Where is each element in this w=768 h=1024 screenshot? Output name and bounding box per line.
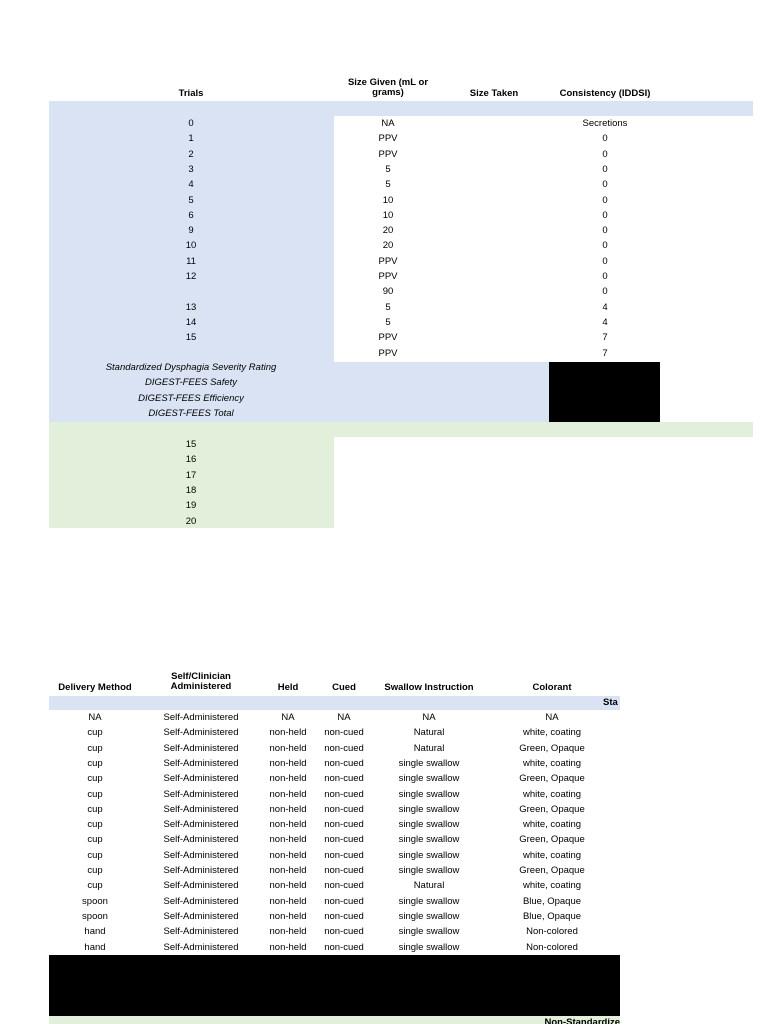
header-cued: Cued	[332, 682, 356, 693]
held-cell: non-held	[269, 727, 307, 739]
held-cell: non-held	[269, 742, 307, 754]
size-given-cell: PPV	[378, 133, 398, 145]
cued-cell: NA	[337, 712, 351, 723]
consistency-cell: 4	[602, 301, 608, 313]
table-row	[0, 832, 768, 847]
instruction-cell: single swallow	[398, 849, 460, 861]
trial-cell: 14	[185, 316, 197, 328]
administered-cell: Self-Administered	[163, 803, 239, 815]
table-row	[0, 131, 768, 146]
rating-label: DIGEST-FEES Efficiency	[138, 392, 244, 404]
delivery-cell: cup	[87, 742, 103, 754]
delivery-cell: cup	[87, 865, 103, 876]
instruction-cell: single swallow	[398, 941, 460, 953]
cued-cell: non-cued	[324, 819, 364, 831]
administered-cell: Self-Administered	[163, 788, 239, 800]
table-row	[0, 254, 768, 269]
extra-trial-cell: 16	[185, 454, 197, 466]
colorant-cell: Blue, Opaque	[522, 910, 582, 922]
delivery-cell: cup	[87, 757, 103, 769]
colorant-cell: white, coating	[522, 727, 582, 739]
extra-trial-cell: 17	[185, 469, 197, 481]
table-row	[0, 817, 768, 832]
consistency-cell: 0	[602, 133, 608, 145]
instruction-cell: single swallow	[398, 757, 460, 769]
header-swallow-instruction: Swallow Instruction	[384, 682, 474, 693]
colorant-cell: white, coating	[522, 757, 582, 769]
instruction-cell: single swallow	[398, 788, 460, 800]
held-cell: non-held	[269, 834, 307, 846]
table-row	[0, 330, 768, 345]
table-row	[0, 177, 768, 192]
size-given-cell: 10	[382, 194, 394, 206]
cued-cell: non-cued	[324, 803, 364, 815]
cued-cell: non-cued	[324, 757, 364, 769]
trial-cell: 3	[188, 163, 194, 175]
table-row	[0, 756, 768, 771]
administered-cell: Self-Administered	[163, 865, 239, 876]
delivery-cell: cup	[87, 849, 103, 861]
table-row	[0, 238, 768, 253]
size-given-cell: 5	[385, 163, 391, 175]
administered-cell: Self-Administered	[163, 910, 239, 922]
instruction-cell: single swallow	[398, 865, 460, 876]
delivery-cell: cup	[87, 788, 103, 800]
trial-cell: 9	[188, 225, 194, 237]
extra-trial-cell: 15	[185, 439, 197, 450]
administered-cell: Self-Administered	[163, 773, 239, 785]
delivery-cell: cup	[87, 819, 103, 831]
colorant-cell: Green, Opaque	[519, 865, 585, 876]
colorant-cell: Green, Opaque	[519, 803, 585, 815]
cued-cell: non-cued	[324, 865, 364, 876]
cued-cell: non-cued	[324, 742, 364, 754]
held-cell: non-held	[269, 788, 307, 800]
trial-cell: 10	[185, 240, 197, 252]
colorant-cell: white, coating	[522, 880, 582, 892]
held-cell: non-held	[269, 910, 307, 922]
trial-cell: 5	[188, 194, 194, 206]
table-row	[0, 878, 768, 893]
trial-cell: 6	[188, 209, 194, 221]
size-given-cell: 20	[382, 225, 394, 237]
consistency-cell: 0	[602, 271, 608, 282]
header-colorant: Colorant	[532, 682, 572, 693]
trial-cell: 11	[186, 255, 196, 267]
instruction-cell: Natural	[413, 880, 445, 892]
ratings-bg	[334, 361, 549, 422]
table-row	[0, 346, 768, 361]
colorant-cell: NA	[545, 712, 559, 723]
administered-cell: Self-Administered	[163, 712, 239, 723]
instruction-cell: NA	[422, 712, 436, 723]
cued-cell: non-cued	[324, 880, 364, 892]
colorant-cell: white, coating	[522, 849, 582, 861]
held-cell: non-held	[269, 757, 307, 769]
consistency-cell: 0	[602, 255, 608, 267]
held-cell: non-held	[269, 773, 307, 785]
table-row	[0, 924, 768, 939]
instruction-cell: single swallow	[398, 834, 460, 846]
rating-label: Standardized Dysphagia Severity Rating	[105, 362, 277, 373]
cued-cell: non-cued	[324, 788, 364, 800]
table-row	[0, 300, 768, 315]
consistency-cell: 0	[602, 194, 608, 206]
table-row	[0, 284, 768, 299]
header-held: Held	[277, 682, 299, 693]
trial-cell: 0	[188, 118, 194, 129]
header-trials: Trials	[178, 88, 204, 99]
colorant-cell: Green, Opaque	[519, 834, 585, 846]
size-given-cell: 5	[385, 179, 391, 191]
rating-label: DIGEST-FEES Total	[148, 407, 234, 419]
size-given-cell: 5	[385, 316, 391, 328]
table-row	[0, 223, 768, 238]
header-size-taken: Size Taken	[469, 88, 519, 99]
instruction-cell: single swallow	[398, 926, 460, 938]
section-label-non-standardized: Non-Standardize	[544, 1017, 620, 1024]
cued-cell: non-cued	[324, 941, 364, 953]
colorant-cell: Blue, Opaque	[522, 895, 582, 907]
table-row	[0, 802, 768, 817]
size-given-cell: PPV	[378, 347, 398, 359]
table-row	[0, 315, 768, 330]
size-given-cell: PPV	[378, 271, 398, 282]
section-band-blue	[49, 101, 753, 116]
held-cell: non-held	[269, 819, 307, 831]
administered-cell: Self-Administered	[163, 849, 239, 861]
size-given-cell: PPV	[378, 148, 398, 160]
table-row	[0, 787, 768, 802]
consistency-cell: 0	[602, 148, 608, 160]
instruction-cell: Natural	[413, 727, 445, 739]
rating-label: DIGEST-FEES Safety	[144, 377, 238, 389]
instruction-cell: single swallow	[398, 895, 460, 907]
trial-cell: 13	[185, 301, 197, 313]
held-cell: non-held	[269, 926, 307, 938]
extra-trial-cell: 20	[185, 515, 197, 527]
administered-cell: Self-Administered	[163, 819, 239, 831]
consistency-cell: Secretions	[582, 118, 628, 129]
size-given-cell: 5	[385, 301, 391, 313]
size-given-cell: PPV	[378, 332, 398, 344]
held-cell: non-held	[269, 941, 307, 953]
administered-cell: Self-Administered	[163, 926, 239, 938]
table-row	[0, 710, 768, 725]
table-row	[0, 725, 768, 740]
delivery-cell: cup	[87, 834, 103, 846]
colorant-cell: Non-colored	[526, 941, 578, 953]
administered-cell: Self-Administered	[163, 727, 239, 739]
redacted-block	[549, 361, 660, 422]
instruction-cell: single swallow	[398, 819, 460, 831]
instruction-cell: Natural	[413, 742, 445, 754]
colorant-cell: Non-colored	[526, 926, 578, 938]
cued-cell: non-cued	[324, 834, 364, 846]
instruction-cell: single swallow	[398, 803, 460, 815]
table-row	[0, 894, 768, 909]
table-row	[0, 771, 768, 786]
size-given-cell: 20	[382, 240, 394, 252]
cued-cell: non-cued	[324, 849, 364, 861]
table-row	[0, 863, 768, 878]
size-given-cell: 90	[382, 286, 394, 298]
administered-cell: Self-Administered	[163, 742, 239, 754]
administered-cell: Self-Administered	[163, 895, 239, 907]
held-cell: non-held	[269, 895, 307, 907]
cued-cell: non-cued	[324, 727, 364, 739]
delivery-cell: cup	[87, 727, 103, 739]
trial-cell: 4	[188, 179, 194, 191]
extra-trial-cell: 19	[185, 500, 197, 512]
colorant-cell: white, coating	[522, 819, 582, 831]
table-row	[0, 940, 768, 955]
table-row	[0, 162, 768, 177]
instruction-cell: single swallow	[398, 910, 460, 922]
table-row	[0, 909, 768, 924]
colorant-cell: white, coating	[522, 788, 582, 800]
consistency-cell: 4	[602, 316, 608, 328]
consistency-cell: 0	[602, 286, 608, 298]
administered-cell: Self-Administered	[163, 880, 239, 892]
cued-cell: non-cued	[324, 926, 364, 938]
delivery-cell: hand	[84, 926, 106, 938]
consistency-cell: 7	[602, 332, 608, 344]
colorant-cell: Green, Opaque	[519, 742, 585, 754]
bottom-redacted-block	[49, 955, 620, 1016]
table-row	[0, 269, 768, 284]
table-row	[0, 147, 768, 162]
trial-cell: 12	[185, 271, 197, 282]
delivery-cell: NA	[88, 712, 102, 723]
delivery-cell: hand	[84, 941, 106, 953]
header-delivery-method: Delivery Method	[58, 682, 132, 693]
size-given-cell: NA	[381, 118, 395, 129]
instruction-cell: single swallow	[398, 773, 460, 785]
consistency-cell: 0	[602, 225, 608, 237]
held-cell: non-held	[269, 880, 307, 892]
held-cell: non-held	[269, 849, 307, 861]
header-administered: Self/Clinician Administered	[170, 671, 232, 692]
delivery-cell: spoon	[82, 910, 108, 922]
size-given-cell: 10	[382, 209, 394, 221]
delivery-cell: cup	[87, 803, 103, 815]
held-cell: non-held	[269, 803, 307, 815]
extra-trial-cell: 18	[185, 484, 197, 496]
delivery-cell: spoon	[82, 895, 108, 907]
section-label-standardized: Sta	[603, 697, 618, 708]
table-row	[0, 848, 768, 863]
consistency-cell: 0	[602, 163, 608, 175]
consistency-cell: 0	[602, 240, 608, 252]
trial-cell: 15	[185, 332, 197, 344]
table-row	[0, 193, 768, 208]
administered-cell: Self-Administered	[163, 834, 239, 846]
header-size-given: Size Given (mL or grams)	[347, 77, 429, 98]
section-band-green	[49, 422, 753, 437]
held-cell: non-held	[269, 865, 307, 876]
delivery-cell: cup	[87, 880, 103, 892]
held-cell: NA	[281, 712, 295, 723]
colorant-cell: Green, Opaque	[519, 773, 585, 785]
table-row	[0, 116, 768, 131]
consistency-cell: 0	[602, 179, 608, 191]
table-row	[0, 208, 768, 223]
administered-cell: Self-Administered	[163, 941, 239, 953]
bottom-section-band-blue	[49, 696, 620, 710]
consistency-cell: 7	[602, 347, 608, 359]
trial-cell: 2	[188, 148, 194, 160]
table-row	[0, 741, 768, 756]
header-consistency: Consistency (IDDSI)	[559, 88, 651, 99]
delivery-cell: cup	[87, 773, 103, 785]
size-given-cell: PPV	[378, 255, 398, 267]
administered-cell: Self-Administered	[163, 757, 239, 769]
cued-cell: non-cued	[324, 910, 364, 922]
cued-cell: non-cued	[324, 773, 364, 785]
consistency-cell: 0	[602, 209, 608, 221]
trial-cell: 1	[188, 133, 194, 145]
cued-cell: non-cued	[324, 895, 364, 907]
